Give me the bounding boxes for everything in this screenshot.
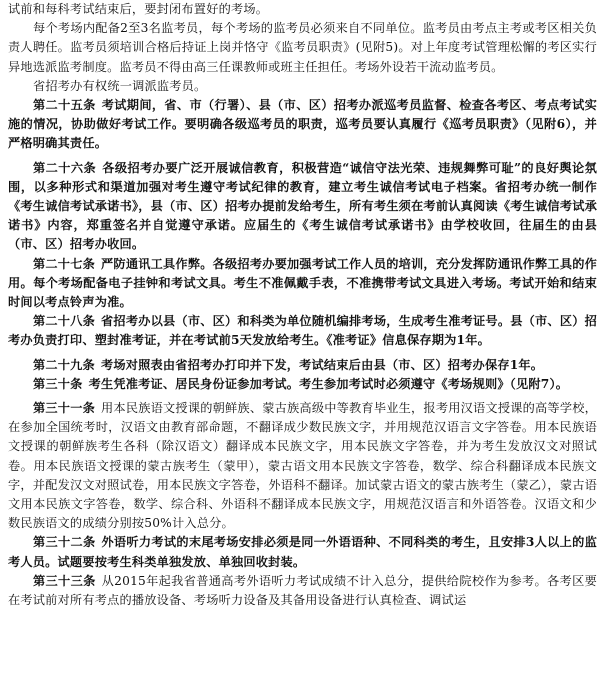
paragraph: [8, 356, 597, 375]
paragraph: [8, 0, 597, 19]
article-number: 第二十七条: [33, 256, 96, 271]
paragraph-text: 严防通讯工具作弊。各级招考办要加强考试工作人员的培训，充分发挥防通讯作弊工具的作用。每个考场配备电子挂钟和考试文具。考生不准佩戴手表，不准携带考试文具进入考场。考试开始和结束时间以考点铃声为准。: [8, 256, 598, 310]
paragraph-text: 从2015年起我省普通高考外语听力考试成绩不计入总分，提供给院校作为参考。各考区要在考试前对所有考点的播放设备、考场听力设备及其备用设备进行认真检查、调试运: [8, 573, 597, 608]
paragraph-text: 考场对照表由省招考办打印并下发，考试结束后由县（市、区）招考办保存1年。: [100, 357, 544, 372]
paragraph: [8, 159, 597, 255]
article-number: 第三十三条: [33, 573, 96, 588]
paragraph-text: 考生凭准考证、居民身份证参加考试。考生参加考试时必须遵守《考场规则》（见附7）。: [88, 376, 569, 391]
article-number: 第二十九条: [33, 357, 95, 372]
paragraph: [8, 375, 597, 394]
article-number: 第三十条: [33, 376, 83, 391]
article-number: 第三十一条: [33, 401, 96, 416]
paragraph-text: 省招考办以县（市、区）和科类为单位随机编排考场，生成考生准考证号。县（市、区）招考办负责打印、塑封准考证，并在考试前5天发放给考生。《准考证》信息保存期为1年。: [8, 314, 598, 348]
paragraph: [8, 312, 597, 350]
paragraph: [8, 399, 597, 533]
paragraph: [8, 96, 597, 154]
paragraph: [8, 77, 597, 96]
paragraph-text: 各级招考办要广泛开展诚信教育，积极营造“诚信守法光荣、违规舞弊可耻”的良好舆论氛围，以多种形式和渠道加强对考生遵守考试纪律的教育，建立考生诚信考试电子档案。省招考办统一制作《考生诚信考试承诺书》，县（市、区）招考办提前发给考生，所有考生须在考前认真阅读《考生诚信考试承诺书》内容，郑重签名并自觉遵守承诺。应届生的《考生诚信考试承诺书》由学校收回，往届生的由县（市、区）招考办收回。: [8, 160, 597, 252]
paragraph-text: 试前和每科考试结束后，要封闭布置好的考场。: [8, 2, 269, 16]
paragraph: [8, 533, 597, 571]
paragraph: [8, 19, 597, 77]
paragraph-text: 省招考办有权统一调派监考员。: [33, 78, 207, 93]
paragraph: [8, 255, 597, 313]
paragraph-text: 用本民族语文授课的朝鲜族、蒙古族高级中等教育毕业生，报考用汉语文授课的高等学校，在参加全国统考时，汉语文由教育部命题，不翻译成少数民族文字，并用规范汉语言文字答卷。用本民族语文授课的朝鲜族考生各科（除汉语文）翻译成本民族文字，用本民族文字答卷，并为考生发放汉文对照试卷。用本民族语文授课的蒙古族考生（蒙甲），蒙古语文用本民族文字答卷，数学、综合科翻译成本民族文字，并配发汉文对照试卷，用本民族文字答卷，外语科不翻译。加试蒙古语文的蒙古族考生（蒙乙），蒙古语文用本民族文字答卷，数学、综合科、外语科不翻译成本民族文字，用规范汉语言和外语答卷。汉语文和少数民族语文的成绩分别按50%计入总分。: [8, 401, 598, 531]
paragraph: [8, 572, 597, 610]
paragraph-text: 每个考场内配备2至3名监考员，每个考场的监考员必须来自不同单位。监考员由考点主考或考区相关负责人聘任。监考员须培训合格后持证上岗并恪守《监考员职责》(见附5)。对上年度考试管理松懈的考区实行异地选派监考制度。监考员不得由高三任课教师或班主任担任。考场外设若干流动监考员。: [8, 21, 597, 74]
article-number: 第三十二条: [33, 535, 96, 550]
paragraph-text: 外语听力考试的末尾考场安排必须是同一外语语种、不同科类的考生，且安排3人以上的监考人员。试题要按考生科类单独发放、单独回收封装。: [8, 535, 598, 569]
paragraph-text: 考试期间，省、市（行署）、县（市、区）招考办派巡考员监督、检查各考区、考点考试实施的情况，协助做好考试工作。要明确各级巡考员的职责，巡考员要认真履行《巡考员职责》（见附6），并严格明确其责任。: [8, 98, 598, 151]
article-number: 第二十六条: [33, 160, 97, 175]
article-number: 第二十五条: [33, 98, 96, 113]
article-number: 第二十八条: [33, 314, 96, 329]
